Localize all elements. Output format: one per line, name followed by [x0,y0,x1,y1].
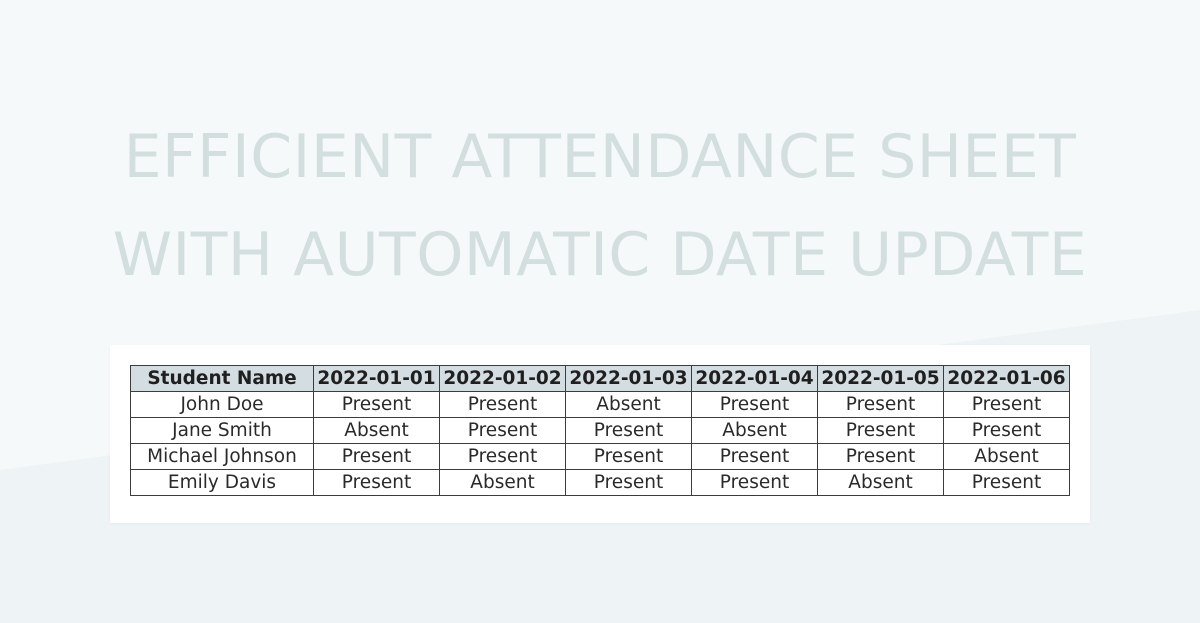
header-date: 2022-01-02 [440,366,566,392]
attendance-cell: Present [818,444,944,470]
attendance-cell: Present [944,470,1070,496]
attendance-cell: Absent [818,470,944,496]
table-row [131,418,1070,444]
attendance-cell: Present [440,418,566,444]
attendance-cell: Present [692,444,818,470]
attendance-cell: Present [818,418,944,444]
attendance-cell: Present [314,470,440,496]
attendance-cell: Present [314,392,440,418]
header-date: 2022-01-05 [818,366,944,392]
table-row [131,470,1070,496]
table-row [131,444,1070,470]
header-date: 2022-01-06 [944,366,1070,392]
attendance-cell: Present [566,444,692,470]
attendance-cell: Present [818,392,944,418]
attendance-cell: Absent [692,418,818,444]
attendance-cell: Present [566,470,692,496]
attendance-cell: Absent [314,418,440,444]
attendance-cell: Present [944,392,1070,418]
attendance-cell: Present [440,392,566,418]
attendance-cell: Present [440,444,566,470]
header-date: 2022-01-01 [314,366,440,392]
attendance-cell: Present [692,392,818,418]
attendance-cell: Present [944,418,1070,444]
table-row [131,392,1070,418]
attendance-cell: Absent [440,470,566,496]
attendance-cell: Present [314,444,440,470]
attendance-table [130,365,1070,496]
header-row [131,366,1070,392]
attendance-cell: Absent [566,392,692,418]
student-name-cell: John Doe [131,392,314,418]
table-card [110,345,1090,523]
header-date: 2022-01-03 [566,366,692,392]
page-title-line-2: WITH AUTOMATIC DATE UPDATE [112,220,1088,290]
header-date: 2022-01-04 [692,366,818,392]
header-student-name: Student Name [131,366,314,392]
student-name-cell: Michael Johnson [131,444,314,470]
attendance-cell: Present [566,418,692,444]
student-name-cell: Emily Davis [131,470,314,496]
page-title-line-1: EFFICIENT ATTENDANCE SHEET [123,122,1077,192]
attendance-cell: Absent [944,444,1070,470]
student-name-cell: Jane Smith [131,418,314,444]
attendance-cell: Present [692,470,818,496]
